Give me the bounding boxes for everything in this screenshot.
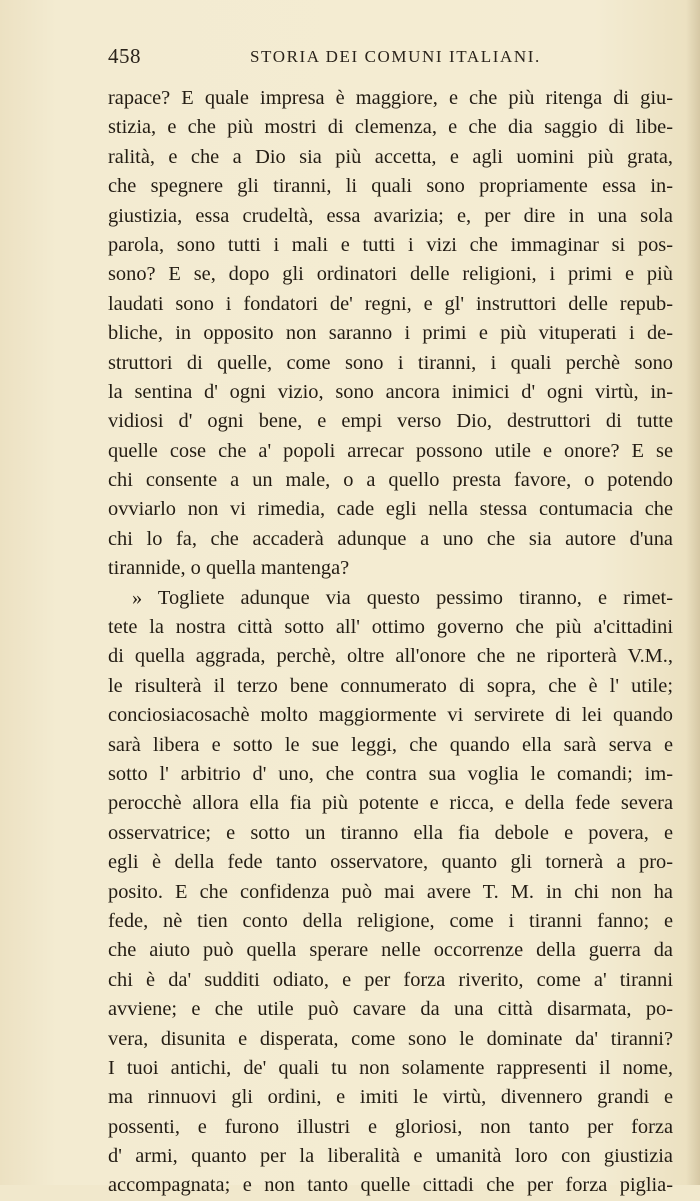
text-line: chi lo fa, che accaderà adunque a uno che sia autore d'una <box>108 527 673 550</box>
text-line: giustizia, essa crudeltà, essa avarizia; e, per dire in una sola <box>108 204 673 227</box>
text-line: vera, disunita e disperata, come sono le dominate da' tiranni? <box>108 1027 673 1050</box>
paragraph-end-line: tirannide, o quella mantenga? <box>108 557 350 580</box>
text-line: le risulterà il terzo bene connumerato di sopra, che è l' utile; <box>108 674 673 697</box>
text-line: egli è della fede tanto osservatore, quanto gli tornerà a pro- <box>108 851 673 874</box>
text-line: di quella aggrada, perchè, oltre all'onore che ne riporterà V.M., <box>108 645 673 668</box>
text-line: chi è da' sudditi odiato, e per forza riverito, come a' tiranni <box>108 968 673 991</box>
text-line: stizia, e che più mostri di clemenza, e che dia saggio di libe- <box>108 116 673 139</box>
text-line: fede, nè tien conto della religione, come i tiranni fanno; e <box>108 909 673 932</box>
text-line: d' armi, quanto per la liberalità e umanità loro con giustizia <box>108 1145 673 1168</box>
text-line: I tuoi antichi, de' quali tu non solamente rappresenti il nome, <box>108 1056 673 1079</box>
body-text <box>108 84 673 1201</box>
paragraph-start-line: » Togliete adunque via questo pessimo tiranno, e rimet- <box>132 586 673 609</box>
text-line: quelle cose che a' popoli arrecar possono utile e onore? E se <box>108 439 673 462</box>
text-line: vidiosi d' ogni bene, e empi verso Dio, destruttori di tutte <box>108 410 673 433</box>
text-line: la sentina d' ogni vizio, sono ancora inimici d' ogni virtù, in- <box>108 380 673 403</box>
text-line: posito. E che confidenza può mai avere T. M. in chi non ha <box>108 880 673 903</box>
text-line: sotto l' arbitrio d' uno, che contra sua voglia le comandi; im- <box>108 762 673 785</box>
text-line: osservatrice; e sotto un tiranno ella fia debole e povera, e <box>108 821 673 844</box>
text-line: struttori di quelle, come sono i tiranni, i quali perchè sono <box>108 351 673 374</box>
text-line: perocchè allora ella fia più potente e ricca, e della fede severa <box>108 792 673 815</box>
text-line: conciosiacosachè molto maggiormente vi servirete di lei quando <box>108 704 673 727</box>
page-number: 458 <box>108 44 141 68</box>
text-line: chi consente a un male, o a quello presta favore, o potendo <box>108 469 673 492</box>
text-line: ma rinnuovi gli ordini, e imiti le virtù, divennero grandi e <box>108 1086 673 1109</box>
page-header <box>108 44 673 76</box>
text-line: sarà libera e sotto le sue leggi, che quando ella sarà serva e <box>108 733 673 756</box>
text-line: che aiuto può quella sperare nelle occorrenze della guerra da <box>108 939 673 962</box>
text-line: avviene; e che utile può cavare da una città disarmata, po- <box>108 998 673 1021</box>
text-line: ovviarlo non vi rimedia, cade egli nella stessa contumacia che <box>108 498 673 521</box>
text-line: laudati sono i fondatori de' regni, e gl' instruttori delle repub- <box>108 292 673 315</box>
text-line: accompagnata; e non tanto quelle cittadi che per forza piglia- <box>108 1174 673 1197</box>
text-line: parola, sono tutti i mali e tutti i vizi che immaginar si pos- <box>108 233 673 256</box>
running-title: STORIA DEI COMUNI ITALIANI. <box>250 47 541 66</box>
text-line: bliche, in opposito non saranno i primi e più vituperati i de- <box>108 322 673 345</box>
text-line: tete la nostra città sotto all' ottimo governo che più a'cittadini <box>108 616 673 639</box>
text-line: sono? E se, dopo gli ordinatori delle religioni, i primi e più <box>108 263 673 286</box>
text-line: rapace? E quale impresa è maggiore, e che più ritenga di giu- <box>108 87 673 109</box>
text-line: ralità, e che a Dio sia più accetta, e agli uomini più grata, <box>108 145 673 168</box>
text-line: che spegnere gli tiranni, li quali sono propriamente essa in- <box>108 175 673 198</box>
text-line: possenti, e furono illustri e gloriosi, non tanto per forza <box>108 1115 673 1138</box>
page-edge-shadow <box>686 0 700 1185</box>
